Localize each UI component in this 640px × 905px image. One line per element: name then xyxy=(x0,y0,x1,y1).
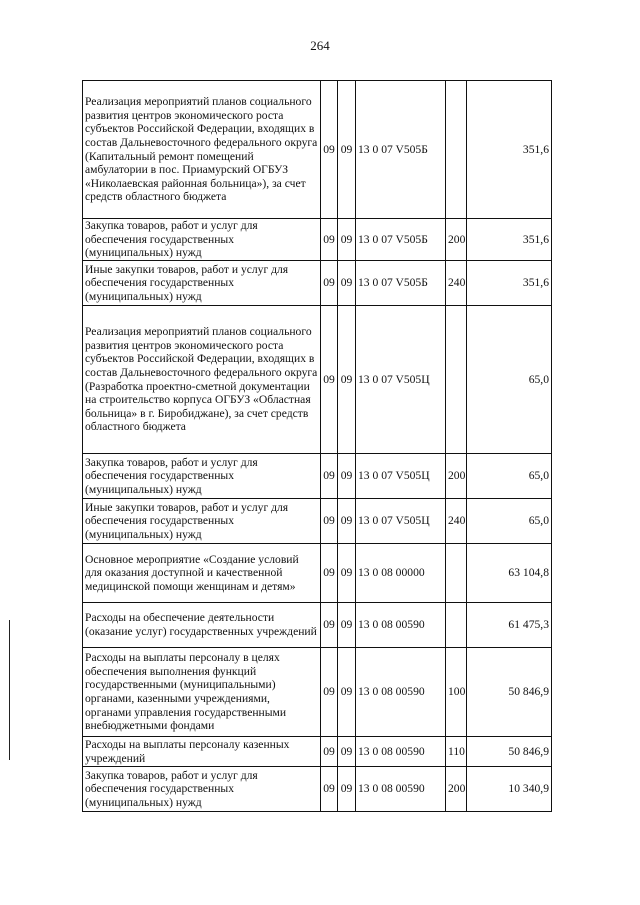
subsection-code: 09 xyxy=(338,737,356,767)
amount: 63 104,8 xyxy=(467,544,552,603)
amount: 10 340,9 xyxy=(467,767,552,812)
section-code: 09 xyxy=(321,544,338,603)
table-row xyxy=(83,603,552,648)
table-row xyxy=(83,737,552,767)
section-code: 09 xyxy=(321,219,338,261)
section-code: 09 xyxy=(321,454,338,499)
budget-table xyxy=(82,80,552,812)
expense-type-code: 240 xyxy=(446,499,467,544)
section-code: 09 xyxy=(321,603,338,648)
expense-type-code: 200 xyxy=(446,767,467,812)
program-code: 13 0 08 00590 xyxy=(356,648,446,737)
expense-type-code: 200 xyxy=(446,454,467,499)
expense-type-code: 110 xyxy=(446,737,467,767)
page-number: 264 xyxy=(310,38,330,53)
row-description: Иные закупки товаров, работ и услуг для обеспечения государственных (муниципальных) нужд xyxy=(83,261,321,306)
program-code: 13 0 07 V505Ц xyxy=(356,454,446,499)
table-row xyxy=(83,648,552,737)
row-description: Основное мероприятие «Создание условий для оказания доступной и качественной медицинской помощи женщинам и детям» xyxy=(83,544,321,603)
section-code: 09 xyxy=(321,648,338,737)
amount: 61 475,3 xyxy=(467,603,552,648)
amount: 351,6 xyxy=(467,81,552,219)
row-description: Реализация мероприятий планов социального развития центров экономического роста субъектов Российской Федерации, входящих в состав Дальневосточного федерального округа (Капитальный ремонт помещений амбулатории в пос. Приамурский ОГБУЗ «Николаевская районная больница»), за счет средств областного бюджета xyxy=(83,81,321,219)
table-row xyxy=(83,81,552,219)
subsection-code: 09 xyxy=(338,767,356,812)
subsection-code: 09 xyxy=(338,306,356,454)
subsection-code: 09 xyxy=(338,261,356,306)
section-code: 09 xyxy=(321,499,338,544)
subsection-code: 09 xyxy=(338,648,356,737)
section-code: 09 xyxy=(321,81,338,219)
subsection-code: 09 xyxy=(338,454,356,499)
amount: 351,6 xyxy=(467,219,552,261)
program-code: 13 0 07 V505Б xyxy=(356,81,446,219)
subsection-code: 09 xyxy=(338,219,356,261)
expense-type-code: 200 xyxy=(446,219,467,261)
table-row xyxy=(83,219,552,261)
program-code: 13 0 08 00590 xyxy=(356,737,446,767)
row-description: Расходы на обеспечение деятельности (оказание услуг) государственных учреждений xyxy=(83,603,321,648)
subsection-code: 09 xyxy=(338,603,356,648)
subsection-code: 09 xyxy=(338,544,356,603)
subsection-code: 09 xyxy=(338,81,356,219)
row-description: Закупка товаров, работ и услуг для обеспечения государственных (муниципальных) нужд xyxy=(83,767,321,812)
subsection-code: 09 xyxy=(338,499,356,544)
margin-mark xyxy=(9,620,10,760)
section-code: 09 xyxy=(321,737,338,767)
expense-type-code xyxy=(446,603,467,648)
amount: 351,6 xyxy=(467,261,552,306)
expense-type-code xyxy=(446,306,467,454)
program-code: 13 0 07 V505Б xyxy=(356,261,446,306)
section-code: 09 xyxy=(321,306,338,454)
program-code: 13 0 08 00000 xyxy=(356,544,446,603)
row-description: Иные закупки товаров, работ и услуг для обеспечения государственных (муниципальных) нужд xyxy=(83,499,321,544)
section-code: 09 xyxy=(321,261,338,306)
amount: 50 846,9 xyxy=(467,737,552,767)
amount: 50 846,9 xyxy=(467,648,552,737)
table-row xyxy=(83,306,552,454)
row-description: Расходы на выплаты персоналу в целях обеспечения выполнения функций государственными (муниципальными) органами, казенными учреждениями, органами управления государственными внебюджетными фондами xyxy=(83,648,321,737)
program-code: 13 0 07 V505Ц xyxy=(356,306,446,454)
table-row xyxy=(83,454,552,499)
row-description: Реализация мероприятий планов социального развития центров экономического роста субъектов Российской Федерации, входящих в состав Дальневосточного федерального округа (Разработка проектно-сметной документации на строительство корпуса ОГБУЗ «Областная больница» в г. Биробиджане), за счет средств областного бюджета xyxy=(83,306,321,454)
expense-type-code xyxy=(446,81,467,219)
expense-type-code xyxy=(446,544,467,603)
table-row xyxy=(83,544,552,603)
amount: 65,0 xyxy=(467,499,552,544)
section-code: 09 xyxy=(321,767,338,812)
row-description: Закупка товаров, работ и услуг для обеспечения государственных (муниципальных) нужд xyxy=(83,454,321,499)
expense-type-code: 240 xyxy=(446,261,467,306)
expense-type-code: 100 xyxy=(446,648,467,737)
program-code: 13 0 07 V505Б xyxy=(356,219,446,261)
table-row xyxy=(83,767,552,812)
table-row xyxy=(83,499,552,544)
program-code: 13 0 07 V505Ц xyxy=(356,499,446,544)
amount: 65,0 xyxy=(467,306,552,454)
table-row xyxy=(83,261,552,306)
program-code: 13 0 08 00590 xyxy=(356,603,446,648)
amount: 65,0 xyxy=(467,454,552,499)
program-code: 13 0 08 00590 xyxy=(356,767,446,812)
row-description: Расходы на выплаты персоналу казенных учреждений xyxy=(83,737,321,767)
row-description: Закупка товаров, работ и услуг для обеспечения государственных (муниципальных) нужд xyxy=(83,219,321,261)
